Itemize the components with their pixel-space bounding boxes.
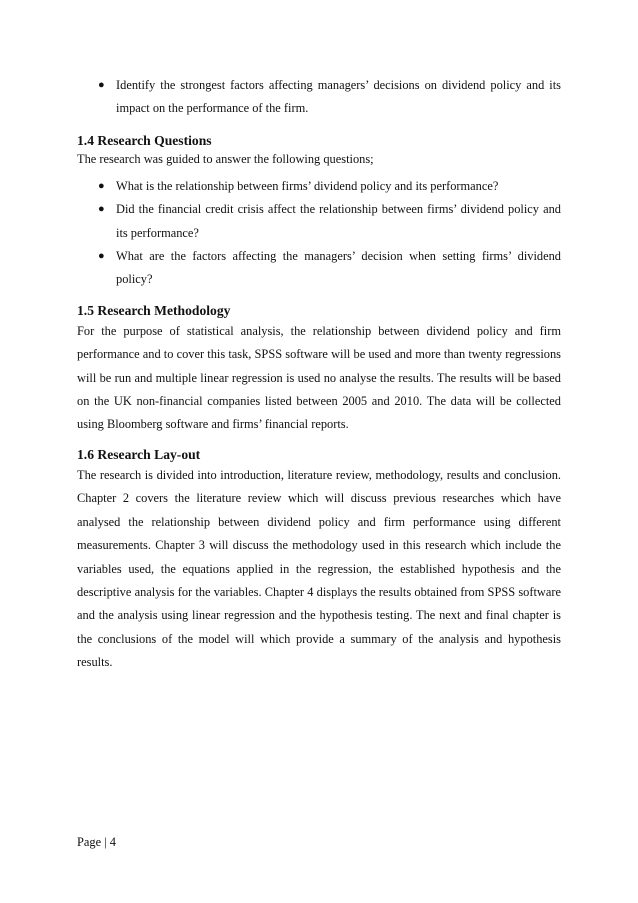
research-questions-section bbox=[77, 132, 561, 292]
bullet-icon: ● bbox=[98, 203, 105, 216]
list-item-text: What is the relationship between firms’ dividend policy and its performance? bbox=[116, 178, 499, 193]
section-heading: 1.4 Research Questions bbox=[77, 132, 212, 148]
list-item-text: What are the factors affecting the managers’ decision when setting firms’ dividend policy? bbox=[116, 249, 561, 287]
methodology-section bbox=[77, 302, 561, 437]
list-item-text: Identify the strongest factors affecting managers’ decisions on dividend policy and its impact on the performance of the firm. bbox=[116, 78, 561, 116]
section-heading: 1.6 Research Lay-out bbox=[77, 446, 201, 462]
list-item bbox=[77, 175, 561, 198]
bullet-icon: ● bbox=[98, 250, 105, 263]
page-content bbox=[77, 74, 561, 675]
section-heading: 1.5 Research Methodology bbox=[77, 302, 231, 318]
section-body: The research is divided into introduction, literature review, methodology, results and conclusion. Chapter 2 covers the literature review which will discuss previous researches which have analysed the relationship between dividend policy and firm performance using different measurements. Chapter 3 will discuss the methodology used in this research which include the variables used, the equations applied in the regression, the established hypothesis and the descriptive analysis for the variables. Chapter 4 displays the results obtained from SPSS software and the analysis using linear regression and the hypothesis testing. The next and final chapter is the conclusions of the model will which provide a summary of the analysis and hypothesis results. bbox=[77, 467, 561, 670]
layout-section bbox=[77, 446, 561, 675]
list-item-text: Did the financial credit crisis affect the relationship between firms’ dividend policy and its performance? bbox=[116, 202, 561, 240]
section-body: For the purpose of statistical analysis, the relationship between dividend policy and firm performance and to cover this task, SPSS software will be used and more than twenty regressions will be run and multiple linear regression is used no analyse the results. The results will be based on the UK non-financial companies listed between 2005 and 2010. The data will be collected using Bloomberg software and firms’ financial reports. bbox=[77, 323, 561, 432]
bullet-icon: ● bbox=[98, 179, 105, 192]
list-item bbox=[77, 74, 561, 121]
objectives-list bbox=[77, 74, 561, 121]
questions-list bbox=[77, 175, 561, 292]
bullet-icon: ● bbox=[98, 79, 105, 91]
list-item bbox=[77, 245, 561, 292]
list-item bbox=[77, 198, 561, 245]
page-number: Page | 4 bbox=[77, 835, 116, 849]
section-intro: The research was guided to answer the following questions; bbox=[77, 151, 374, 166]
